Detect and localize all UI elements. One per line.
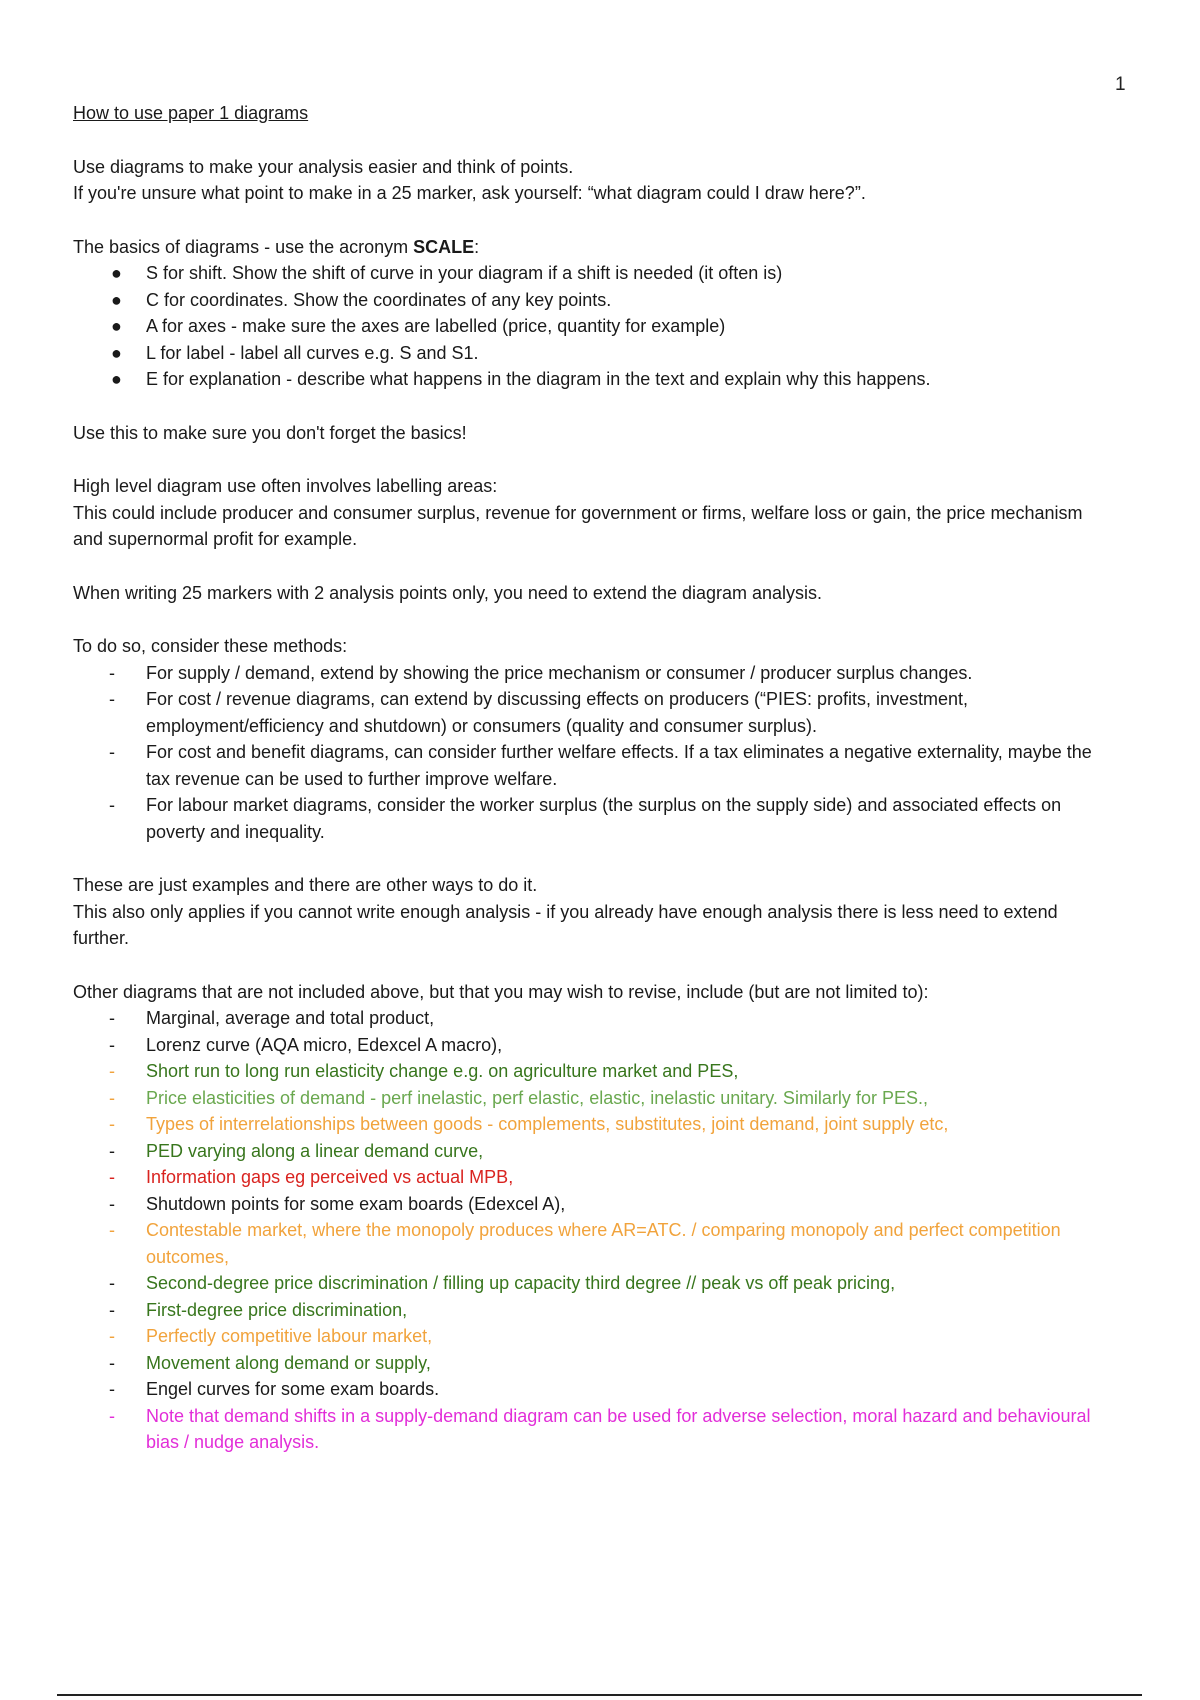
method-item-text: For cost / revenue diagrams, can extend by discussing effects on producers (“PIES: profits, investment, employment/efficiency and shutdown) or consumers (quality and consumer surplus). — [146, 689, 969, 736]
other-diagram-text: Information gaps eg perceived vs actual MPB, — [146, 1167, 514, 1187]
other-diagram-item — [73, 1403, 1113, 1456]
dash-icon: - — [109, 1220, 115, 1240]
scale-item — [73, 260, 1113, 287]
dash-icon: - — [109, 1140, 115, 1161]
other-diagram-item — [73, 1297, 1113, 1324]
method-item-text: For labour market diagrams, consider the worker surplus (the surplus on the supply side) and associated effects on poverty and inequality. — [146, 795, 1062, 842]
scale-item — [73, 313, 1113, 340]
dash-icon: - — [109, 742, 115, 762]
scale-item — [73, 340, 1113, 367]
other-diagrams-list — [73, 1005, 1113, 1456]
method-item-text: For cost and benefit diagrams, can consider further welfare effects. If a tax eliminates a negative externality, maybe the tax revenue can be used to further improve welfare. — [146, 742, 1092, 789]
other-diagram-text: Contestable market, where the monopoly produces where AR=ATC. / comparing monopoly and perfect competition outcomes, — [146, 1220, 1061, 1267]
basics-note: Use this to make sure you don't forget the basics! — [73, 422, 467, 443]
other-diagram-text: Lorenz curve (AQA micro, Edexcel A macro), — [146, 1034, 503, 1055]
method-item — [73, 686, 1113, 739]
other-diagrams-lead: Other diagrams that are not included above, but that you may wish to revise, include (but are not limited to): — [73, 981, 929, 1002]
methods-section — [73, 633, 1113, 845]
dash-icon: - — [109, 1087, 115, 1108]
other-diagram-text: PED varying along a linear demand curve, — [146, 1140, 484, 1161]
scale-lead — [73, 234, 1113, 261]
dash-icon: - — [109, 689, 115, 709]
other-diagram-text: Engel curves for some exam boards. — [146, 1379, 440, 1399]
other-diagram-text: Shutdown points for some exam boards (Edexcel A), — [146, 1193, 566, 1214]
other-diagram-item — [73, 1350, 1113, 1377]
methods-list — [73, 660, 1113, 846]
other-diagram-item — [73, 1217, 1113, 1270]
high-level-line: High level diagram use often involves labelling areas: — [73, 476, 498, 496]
other-diagram-item — [73, 1164, 1113, 1191]
other-diagram-item — [73, 1005, 1113, 1032]
bullet-icon: ● — [111, 263, 122, 283]
scale-section — [73, 234, 1113, 393]
method-item — [73, 739, 1113, 792]
dash-icon: - — [109, 1405, 115, 1426]
intro-line: Use diagrams to make your analysis easier and think of points. — [73, 156, 574, 177]
examples-section — [73, 872, 1113, 952]
method-item-text: For supply / demand, extend by showing the price mechanism or consumer / producer surplus changes. — [146, 662, 973, 683]
scale-item-text: A for axes - make sure the axes are labelled (price, quantity for example) — [146, 316, 726, 336]
other-diagram-text: Short run to long run elasticity change e.g. on agriculture market and PES, — [146, 1061, 739, 1081]
intro-section — [73, 154, 1113, 207]
other-diagram-item — [73, 1323, 1113, 1350]
dash-icon: - — [109, 1352, 115, 1373]
bullet-icon: ● — [111, 316, 122, 336]
dash-icon: - — [109, 795, 115, 815]
bottom-divider — [57, 1694, 1142, 1696]
bullet-icon: ● — [111, 369, 122, 389]
page-number: 1 — [1115, 74, 1126, 95]
other-diagram-item — [73, 1270, 1113, 1297]
scale-list — [73, 260, 1113, 393]
scale-item-text: S for shift. Show the shift of curve in your diagram if a shift is needed (it often is) — [146, 263, 783, 283]
other-diagram-item — [73, 1111, 1113, 1138]
other-diagram-text: Note that demand shifts in a supply-demand diagram can be used for adverse selection, moral hazard and behavioural bias / nudge analysis. — [146, 1405, 1091, 1452]
extend-note: When writing 25 markers with 2 analysis points only, you need to extend the diagram analysis. — [73, 582, 823, 603]
intro-line: If you're unsure what point to make in a 25 marker, ask yourself: “what diagram could I draw here?”. — [73, 183, 866, 203]
other-diagram-text: Types of interrelationships between goods - complements, substitutes, joint demand, joint supply etc, — [146, 1114, 949, 1134]
dash-icon: - — [109, 1167, 115, 1187]
other-diagrams-section — [73, 979, 1113, 1456]
other-diagram-text: Perfectly competitive labour market, — [146, 1326, 433, 1346]
other-diagram-text: Second-degree price discrimination / filling up capacity third degree // peak vs off peak pricing, — [146, 1273, 896, 1293]
scale-lead-suffix: : — [474, 236, 480, 257]
dash-icon: - — [109, 1193, 115, 1214]
method-item — [73, 660, 1113, 687]
scale-item — [73, 287, 1113, 314]
other-diagram-text: First-degree price discrimination, — [146, 1299, 408, 1320]
methods-lead: To do so, consider these methods: — [73, 636, 348, 656]
bullet-icon: ● — [111, 289, 122, 310]
scale-item-text: E for explanation - describe what happens in the diagram in the text and explain why this happens. — [146, 369, 931, 389]
other-diagram-item — [73, 1376, 1113, 1403]
method-item — [73, 792, 1113, 845]
other-diagram-item — [73, 1085, 1113, 1112]
dash-icon: - — [109, 1008, 115, 1028]
other-diagram-item — [73, 1058, 1113, 1085]
other-diagram-text: Price elasticities of demand - perf inelastic, perf elastic, elastic, inelastic unitary. Similarly for PES., — [146, 1087, 928, 1108]
dash-icon: - — [109, 1273, 115, 1293]
other-diagram-item — [73, 1191, 1113, 1218]
dash-icon: - — [109, 1379, 115, 1399]
dash-icon: - — [109, 1326, 115, 1346]
other-diagram-text: Movement along demand or supply, — [146, 1352, 431, 1373]
document-body — [73, 100, 1113, 1456]
other-diagram-item — [73, 1032, 1113, 1059]
high-level-line: This could include producer and consumer surplus, revenue for government or firms, welfare loss or gain, the price mechanism and supernormal profit for example. — [73, 502, 1083, 549]
scale-item — [73, 366, 1113, 393]
scale-item-text: C for coordinates. Show the coordinates of any key points. — [146, 289, 612, 310]
page-title: How to use paper 1 diagrams — [73, 103, 309, 123]
dash-icon: - — [109, 1299, 115, 1320]
scale-acronym: SCALE — [413, 236, 475, 257]
bullet-icon: ● — [111, 342, 122, 363]
scale-item-text: L for label - label all curves e.g. S and S1. — [146, 342, 479, 363]
dash-icon: - — [109, 662, 115, 683]
examples-line: This also only applies if you cannot write enough analysis - if you already have enough analysis there is less need to extend further. — [73, 901, 1058, 948]
other-diagram-item — [73, 1138, 1113, 1165]
dash-icon: - — [109, 1034, 115, 1055]
dash-icon: - — [109, 1114, 115, 1134]
high-level-section — [73, 473, 1113, 553]
examples-line: These are just examples and there are other ways to do it. — [73, 875, 538, 895]
dash-icon: - — [109, 1061, 115, 1081]
other-diagram-text: Marginal, average and total product, — [146, 1008, 435, 1028]
scale-lead-text: The basics of diagrams - use the acronym — [73, 236, 414, 257]
